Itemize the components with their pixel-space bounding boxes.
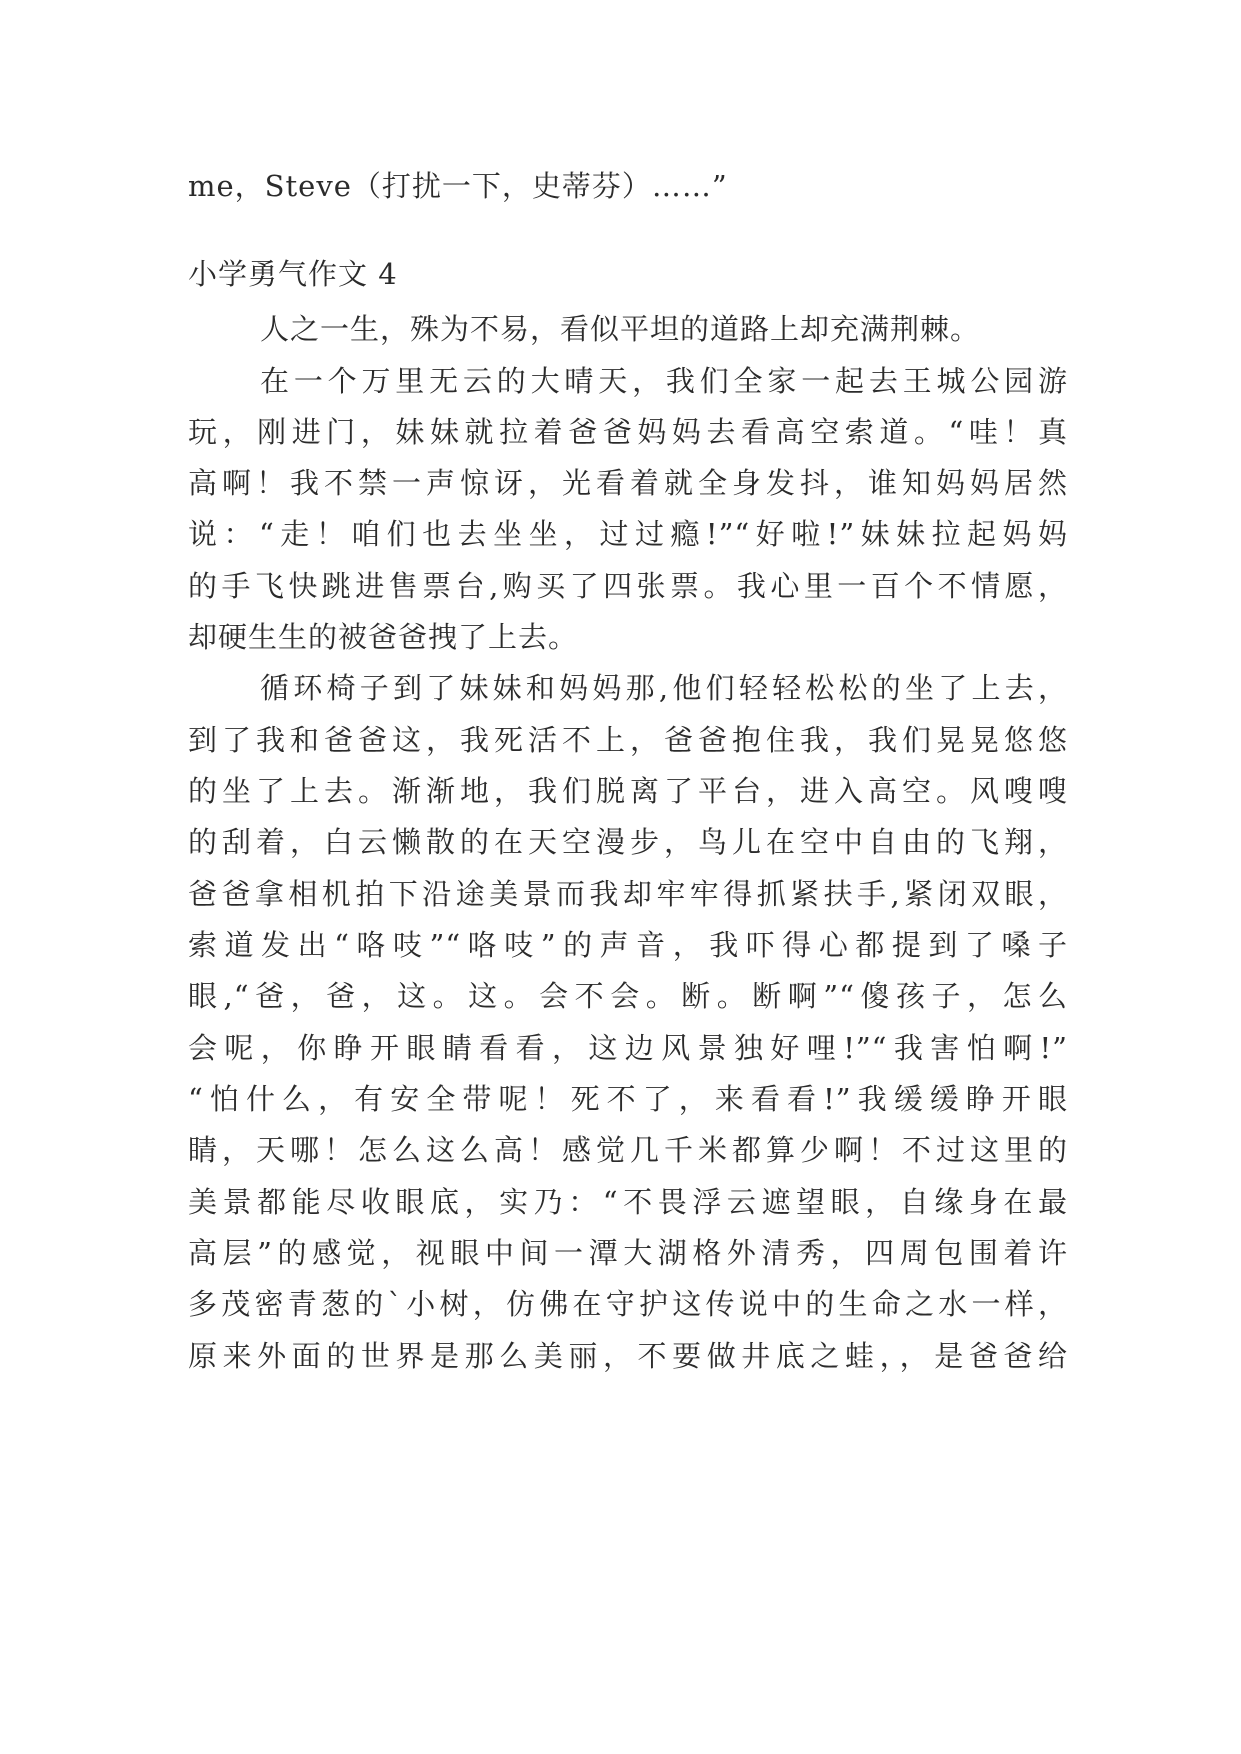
paragraph-line: 说：“走！咱们也去坐坐，过过瘾!”“好啦!”妹妹拉起妈妈 — [188, 517, 1068, 551]
paragraph-line: 的手飞快跳进售票台,购买了四张票。我心里一百个不情愿， — [188, 569, 1068, 603]
paragraph-line: 在一个万里无云的大晴天，我们全家一起去王城公园游 — [260, 364, 1068, 398]
paragraph-line: 原来外面的世界是那么美丽，不要做井底之蛙，，是爸爸给 — [188, 1339, 1068, 1373]
paragraph-line: 的坐了上去。渐渐地，我们脱离了平台，进入高空。风嗖嗖 — [188, 774, 1068, 808]
paragraph-line: “怕什么，有安全带呢！死不了，来看看!”我缓缓睁开眼 — [188, 1082, 1068, 1116]
paragraph-line: 索道发出“咯吱”“咯吱”的声音，我吓得心都提到了嗓子 — [188, 928, 1068, 962]
paragraph-line: 睛，天哪！怎么这么高！感觉几千米都算少啊！不过这里的 — [188, 1133, 1068, 1167]
paragraph-line: 眼,“爸，爸，这。这。会不会。断。断啊”“傻孩子，怎么 — [188, 979, 1068, 1013]
paragraph-line: 玩，刚进门，妹妹就拉着爸爸妈妈去看高空索道。“哇！真 — [188, 415, 1068, 449]
paragraph-line: 却硬生生的被爸爸拽了上去。 — [188, 620, 579, 654]
paragraph-line: 循环椅子到了妹妹和妈妈那,他们轻轻松松的坐了上去， — [260, 671, 1068, 705]
paragraph-line: 高层”的感觉，视眼中间一潭大湖格外清秀，四周包围着许 — [188, 1236, 1068, 1270]
paragraph-line: 的刮着，白云懒散的在天空漫步，鸟儿在空中自由的飞翔， — [188, 825, 1068, 859]
continuation-line: me，Steve（打扰一下，史蒂芬）……” — [188, 169, 728, 203]
paragraph-line: 美景都能尽收眼底，实乃：“不畏浮云遮望眼，自缘身在最 — [188, 1185, 1068, 1219]
paragraph-line: 高啊！我不禁一声惊讶，光看着就全身发抖，谁知妈妈居然 — [188, 466, 1068, 500]
paragraph-line: 到了我和爸爸这，我死活不上，爸爸抱住我，我们晃晃悠悠 — [188, 723, 1068, 757]
paragraph-line: 会呢，你睁开眼睛看看，这边风景独好哩!”“我害怕啊!” — [188, 1031, 1068, 1065]
section-title: 小学勇气作文 4 — [188, 257, 398, 291]
paragraph-line: 人之一生，殊为不易，看似平坦的道路上却充满荆棘。 — [260, 312, 981, 346]
paragraph-line: 多茂密青葱的`小树，仿佛在守护这传说中的生命之水一样， — [188, 1287, 1068, 1321]
paragraph-line: 爸爸拿相机拍下沿途美景而我却牢牢得抓紧扶手,紧闭双眼， — [188, 877, 1068, 911]
